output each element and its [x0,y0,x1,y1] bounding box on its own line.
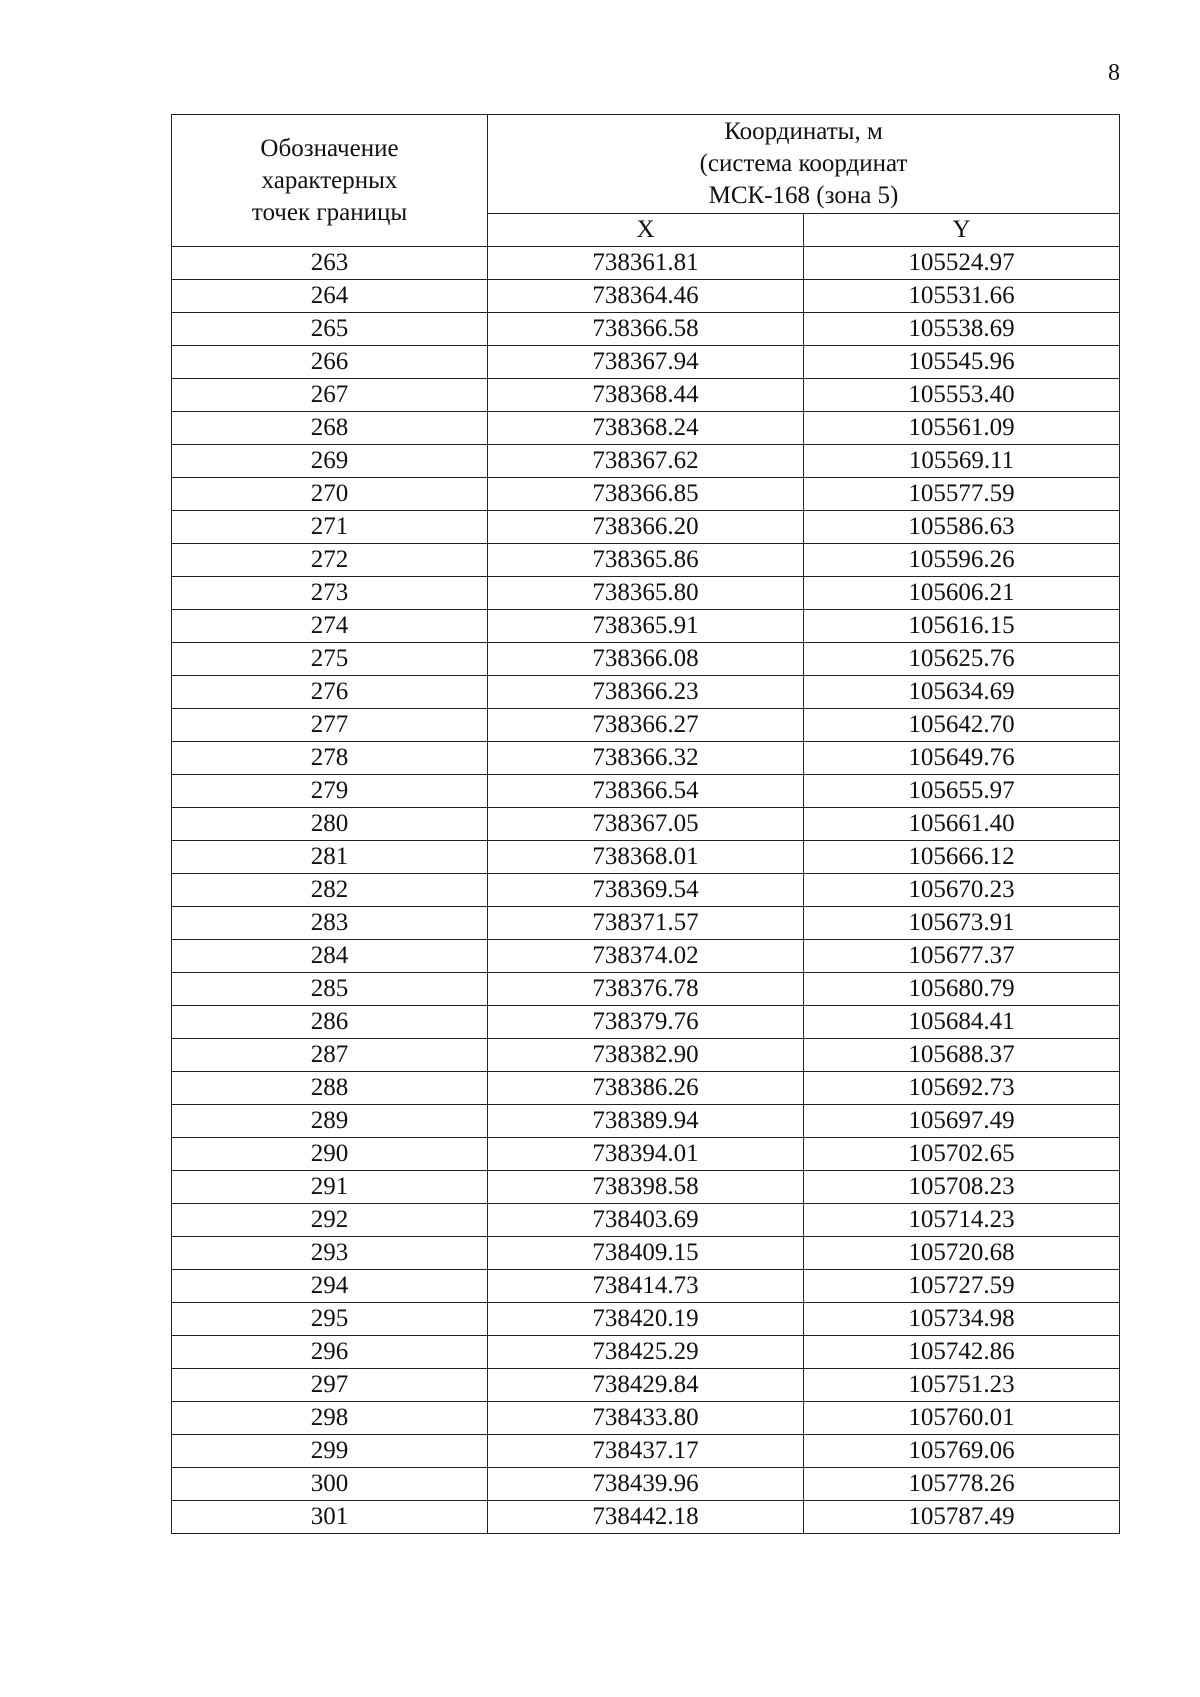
cell-point-number: 287 [172,1039,488,1072]
cell-x-coordinate: 738420.19 [488,1303,804,1336]
cell-x-coordinate: 738367.62 [488,445,804,478]
table-row [172,1138,1120,1171]
table-row [172,1072,1120,1105]
cell-y-coordinate: 105666.12 [804,841,1120,874]
cell-x-coordinate: 738382.90 [488,1039,804,1072]
table-row [172,709,1120,742]
cell-x-coordinate: 738442.18 [488,1501,804,1534]
table-row [172,907,1120,940]
cell-x-coordinate: 738365.80 [488,577,804,610]
cell-point-number: 288 [172,1072,488,1105]
table-row [172,940,1120,973]
header-x: X [488,213,804,246]
cell-x-coordinate: 738361.81 [488,247,804,280]
table-row [172,874,1120,907]
header-point-line: точек границы [251,198,408,226]
cell-point-number: 269 [172,445,488,478]
cell-x-coordinate: 738364.46 [488,280,804,313]
cell-point-number: 300 [172,1468,488,1501]
cell-y-coordinate: 105688.37 [804,1039,1120,1072]
cell-point-number: 271 [172,511,488,544]
cell-y-coordinate: 105677.37 [804,940,1120,973]
table-row [172,1336,1120,1369]
table-row [172,610,1120,643]
table-body [172,247,1120,1534]
cell-x-coordinate: 738368.24 [488,412,804,445]
cell-y-coordinate: 105545.96 [804,346,1120,379]
cell-point-number: 264 [172,280,488,313]
cell-point-number: 289 [172,1105,488,1138]
cell-x-coordinate: 738437.17 [488,1435,804,1468]
cell-y-coordinate: 105634.69 [804,676,1120,709]
cell-point-number: 294 [172,1270,488,1303]
cell-y-coordinate: 105649.76 [804,742,1120,775]
cell-x-coordinate: 738398.58 [488,1171,804,1204]
table-row [172,1006,1120,1039]
table-row [172,313,1120,346]
cell-point-number: 263 [172,247,488,280]
cell-y-coordinate: 105655.97 [804,775,1120,808]
cell-y-coordinate: 105673.91 [804,907,1120,940]
coordinates-table [171,114,1120,1534]
table-row [172,1402,1120,1435]
table-row [172,1105,1120,1138]
table-row [172,775,1120,808]
cell-point-number: 296 [172,1336,488,1369]
header-y: Y [804,213,1120,246]
table-row [172,1270,1120,1303]
cell-x-coordinate: 738365.91 [488,610,804,643]
cell-point-number: 267 [172,379,488,412]
cell-y-coordinate: 105720.68 [804,1237,1120,1270]
cell-point-number: 274 [172,610,488,643]
table-row [172,676,1120,709]
table-row [172,412,1120,445]
header-point-line: Обозначение [260,134,399,162]
cell-y-coordinate: 105586.63 [804,511,1120,544]
cell-y-coordinate: 105561.09 [804,412,1120,445]
cell-y-coordinate: 105692.73 [804,1072,1120,1105]
cell-y-coordinate: 105531.66 [804,280,1120,313]
cell-x-coordinate: 738367.94 [488,346,804,379]
cell-point-number: 278 [172,742,488,775]
cell-point-number: 295 [172,1303,488,1336]
cell-x-coordinate: 738366.23 [488,676,804,709]
cell-y-coordinate: 105661.40 [804,808,1120,841]
cell-point-number: 282 [172,874,488,907]
cell-y-coordinate: 105760.01 [804,1402,1120,1435]
cell-x-coordinate: 738365.86 [488,544,804,577]
cell-point-number: 301 [172,1501,488,1534]
cell-y-coordinate: 105569.11 [804,445,1120,478]
cell-y-coordinate: 105616.15 [804,610,1120,643]
cell-point-number: 277 [172,709,488,742]
cell-point-number: 284 [172,940,488,973]
cell-point-number: 293 [172,1237,488,1270]
cell-point-number: 291 [172,1171,488,1204]
cell-point-number: 292 [172,1204,488,1237]
table-row [172,841,1120,874]
table-row [172,511,1120,544]
cell-x-coordinate: 738366.54 [488,775,804,808]
cell-point-number: 275 [172,643,488,676]
header-coordinates [488,115,1120,214]
header-point-designation [172,115,488,247]
table-row [172,1303,1120,1336]
table-row [172,577,1120,610]
cell-x-coordinate: 738371.57 [488,907,804,940]
table-row [172,1468,1120,1501]
cell-point-number: 280 [172,808,488,841]
cell-x-coordinate: 738366.08 [488,643,804,676]
cell-point-number: 286 [172,1006,488,1039]
cell-y-coordinate: 105727.59 [804,1270,1120,1303]
cell-x-coordinate: 738376.78 [488,973,804,1006]
cell-y-coordinate: 105680.79 [804,973,1120,1006]
cell-y-coordinate: 105769.06 [804,1435,1120,1468]
cell-y-coordinate: 105714.23 [804,1204,1120,1237]
cell-x-coordinate: 738374.02 [488,940,804,973]
cell-x-coordinate: 738369.54 [488,874,804,907]
cell-y-coordinate: 105606.21 [804,577,1120,610]
cell-point-number: 276 [172,676,488,709]
table-row [172,544,1120,577]
cell-x-coordinate: 738368.44 [488,379,804,412]
cell-x-coordinate: 738389.94 [488,1105,804,1138]
table-row [172,1204,1120,1237]
cell-y-coordinate: 105577.59 [804,478,1120,511]
table-row [172,742,1120,775]
cell-y-coordinate: 105734.98 [804,1303,1120,1336]
table-row [172,1171,1120,1204]
table-row [172,1039,1120,1072]
cell-point-number: 283 [172,907,488,940]
cell-x-coordinate: 738394.01 [488,1138,804,1171]
cell-point-number: 272 [172,544,488,577]
cell-point-number: 268 [172,412,488,445]
header-coord-line: (система координат [699,149,908,177]
cell-y-coordinate: 105697.49 [804,1105,1120,1138]
cell-y-coordinate: 105596.26 [804,544,1120,577]
cell-x-coordinate: 738379.76 [488,1006,804,1039]
cell-y-coordinate: 105684.41 [804,1006,1120,1039]
cell-y-coordinate: 105553.40 [804,379,1120,412]
cell-x-coordinate: 738414.73 [488,1270,804,1303]
cell-x-coordinate: 738403.69 [488,1204,804,1237]
cell-x-coordinate: 738366.27 [488,709,804,742]
table-row [172,1435,1120,1468]
cell-x-coordinate: 738386.26 [488,1072,804,1105]
cell-y-coordinate: 105751.23 [804,1369,1120,1402]
page-number: 8 [1108,60,1120,86]
cell-y-coordinate: 105670.23 [804,874,1120,907]
cell-x-coordinate: 738368.01 [488,841,804,874]
cell-y-coordinate: 105742.86 [804,1336,1120,1369]
cell-x-coordinate: 738433.80 [488,1402,804,1435]
cell-x-coordinate: 738367.05 [488,808,804,841]
header-point-line: характерных [261,166,398,194]
cell-point-number: 297 [172,1369,488,1402]
cell-point-number: 290 [172,1138,488,1171]
cell-point-number: 270 [172,478,488,511]
cell-x-coordinate: 738409.15 [488,1237,804,1270]
cell-y-coordinate: 105625.76 [804,643,1120,676]
cell-y-coordinate: 105778.26 [804,1468,1120,1501]
table-row [172,973,1120,1006]
cell-y-coordinate: 105708.23 [804,1171,1120,1204]
table-row [172,379,1120,412]
table-row [172,1501,1120,1534]
cell-x-coordinate: 738366.20 [488,511,804,544]
table-row [172,1369,1120,1402]
table-row [172,247,1120,280]
table-row [172,346,1120,379]
cell-x-coordinate: 738366.58 [488,313,804,346]
cell-point-number: 281 [172,841,488,874]
cell-y-coordinate: 105524.97 [804,247,1120,280]
cell-x-coordinate: 738429.84 [488,1369,804,1402]
cell-x-coordinate: 738439.96 [488,1468,804,1501]
table-header [172,115,1120,247]
cell-point-number: 266 [172,346,488,379]
header-coord-line: Координаты, м [724,117,883,145]
cell-y-coordinate: 105538.69 [804,313,1120,346]
cell-y-coordinate: 105787.49 [804,1501,1120,1534]
cell-x-coordinate: 738425.29 [488,1336,804,1369]
cell-y-coordinate: 105642.70 [804,709,1120,742]
table-row [172,445,1120,478]
header-coord-line: МСК-168 (зона 5) [708,181,899,209]
table-row [172,1237,1120,1270]
cell-point-number: 299 [172,1435,488,1468]
table-row [172,280,1120,313]
cell-point-number: 273 [172,577,488,610]
cell-point-number: 265 [172,313,488,346]
table-row [172,478,1120,511]
cell-point-number: 279 [172,775,488,808]
cell-x-coordinate: 738366.32 [488,742,804,775]
table-row [172,643,1120,676]
cell-point-number: 298 [172,1402,488,1435]
cell-x-coordinate: 738366.85 [488,478,804,511]
table-row [172,808,1120,841]
cell-y-coordinate: 105702.65 [804,1138,1120,1171]
cell-point-number: 285 [172,973,488,1006]
